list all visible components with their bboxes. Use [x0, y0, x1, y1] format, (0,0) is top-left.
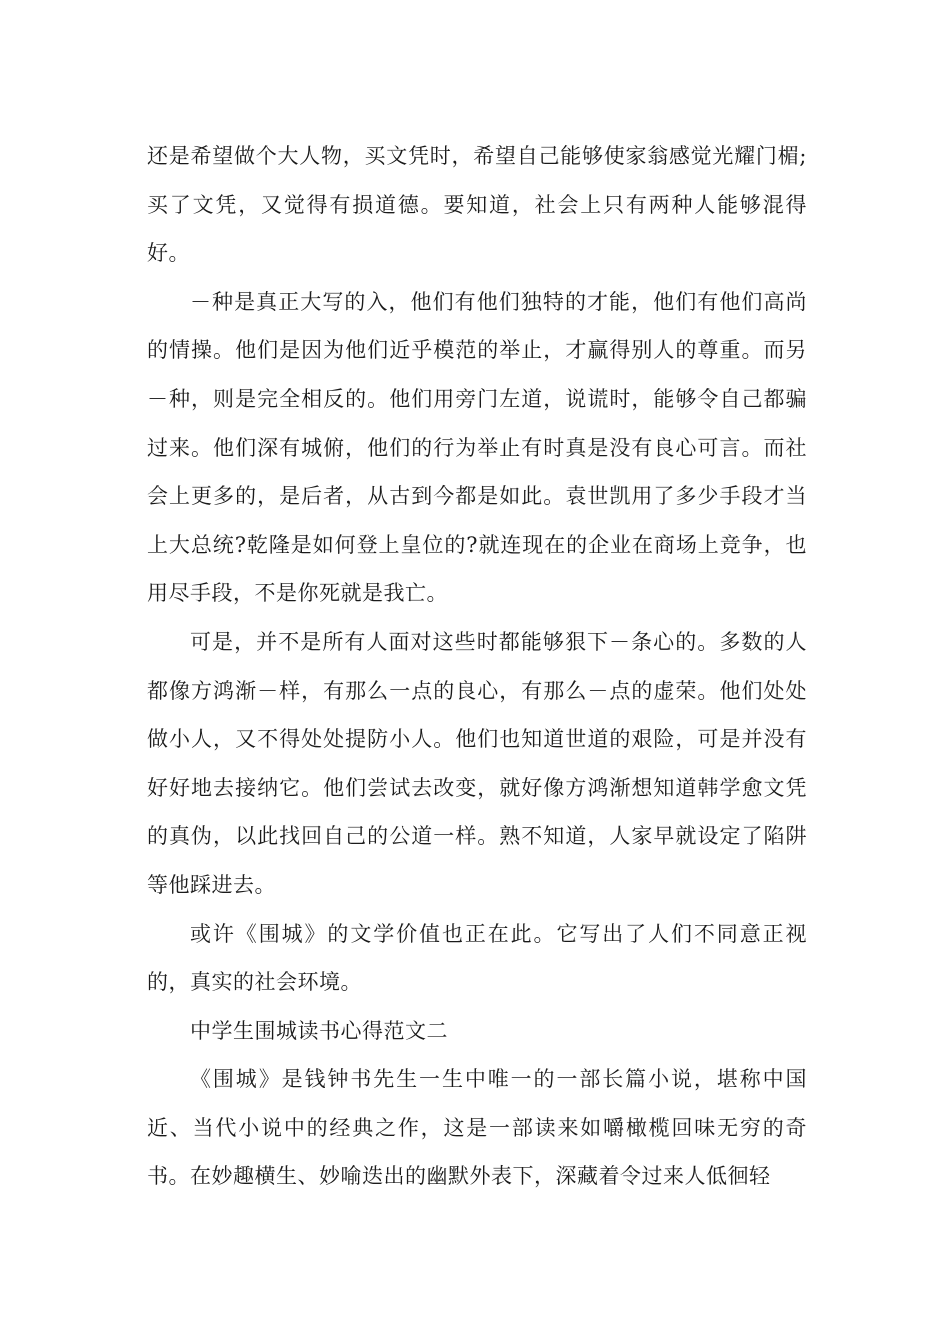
paragraph-4: 或许《围城》的文学价值也正在此。它写出了人们不同意正视的，真实的社会环境。 [147, 921, 807, 995]
paragraph-1: 还是希望做个大人物，买文凭时，希望自己能够使家翁感觉光耀门楣;买了文凭，又觉得有损道德。要知道，社会上只有两种人能够混得好。 [147, 144, 807, 266]
paragraph-3: 可是，并不是所有人面对这些时都能够狠下－条心的。多数的人都像方鸿渐－样，有那么一点的良心，有那么－点的虚荣。他们处处做小人，又不得处处提防小人。他们也知道世道的艰险，可是并没有好好地去接纳它。他们尝试去改变，就好像方鸿渐想知道韩学愈文凭的真伪，以此找回自己的公道一样。熟不知道，人家早就设定了陷阱等他踩进去。 [147, 629, 807, 897]
paragraph-2: －种是真正大写的入，他们有他们独特的才能，他们有他们高尚的情操。他们是因为他们近乎模范的举止，才赢得别人的尊重。而另－种，则是完全相反的。他们用旁门左道，说谎时，能够令自己都骗过来。他们深有城俯，他们的行为举止有时真是没有良心可言。而社会上更多的，是后者，从古到今都是如此。袁世凯用了多少手段才当上大总统?乾隆是如何登上皇位的?就连现在的企业在商场上竞争，也用尽手段，不是你死就是我亡。 [147, 289, 807, 606]
paragraph-5: 《围城》是钱钟书先生一生中唯一的一部长篇小说，堪称中国近、当代小说中的经典之作，这是一部读来如嚼橄榄回味无穷的奇书。在妙趣横生、妙喻迭出的幽默外表下，深藏着令过来人低徊轻 [147, 1067, 807, 1189]
section-heading: 中学生围城读书心得范文二 [190, 1018, 448, 1043]
document-body [147, 132, 807, 1201]
